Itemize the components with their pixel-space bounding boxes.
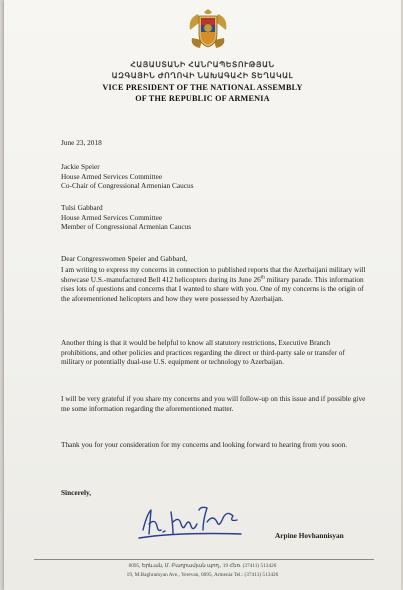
letterhead-armenian-line-2: ԱԶԳԱՅԻՆ ԺՈՂՈՎԻ ՆԱԽԱԳԱՀԻ ՏԵՂԱԿԱԼ	[111, 71, 294, 80]
handwritten-signature	[137, 496, 247, 544]
body-paragraph-2: Another thing is that it would be helpful to know all statutory restrictions, Executive Branch prohibitions, and other policies and practices regarding the direct or third-party sale or transfer of military or potentially dual-use U.S. equipment or technology to Azerbaijan.	[61, 338, 345, 367]
armenian-coat-of-arms-icon	[186, 8, 230, 52]
letterhead-english-line-1: VICE PRESIDENT OF THE NATIONAL ASSEMBLY	[102, 83, 303, 92]
recipient-block-1	[61, 162, 366, 191]
paragraph-text: I am writing to express my concerns in connection to published reports that the Azerbaijani military will showcase U.S.-manufactured Bell 412 helicopters during its June 26	[61, 265, 366, 284]
body-paragraph-4: Thank you for your consideration for my concerns and looking forward to hearing from you soon.	[61, 440, 348, 449]
recipient-name: Tulsi Gabbard	[61, 203, 103, 212]
body-paragraph-1	[61, 265, 366, 303]
ordinal-suffix: th	[260, 275, 265, 281]
closing: Sincerely,	[61, 488, 92, 497]
recipient-name: Jackie Speier	[61, 162, 100, 171]
recipient-role: Co-Chair of Congressional Armenian Caucus	[61, 181, 194, 191]
salutation: Dear Congresswomen Speier and Gabbard,	[61, 254, 188, 263]
letterhead-english-line-2: OF THE REPUBLIC OF ARMENIA	[135, 94, 270, 103]
recipient-committee: House Armed Services Committee	[61, 212, 163, 222]
letter-date: June 23, 2018	[61, 138, 102, 147]
recipient-block-2	[61, 203, 366, 232]
footer-address-armenian: 0095, Երևան, Մ. Բաղրամյան պող., 19 Հեռ. (37411) 513426	[128, 563, 277, 569]
paragraph-text: military parade. This information rises lots of questions and concerns that I wanted to share with you. One of my concerns is the origin of the aforementioned helicopters and how they were possessed by Azerbaijan.	[61, 274, 364, 303]
recipient-committee: House Armed Services Committee	[61, 171, 163, 181]
recipient-role: Member of Congressional Armenian Caucus	[61, 222, 192, 232]
signer-name: Arpine Hovhannisyan	[275, 531, 344, 540]
letter-page	[4, 0, 401, 590]
footer-divider	[34, 559, 374, 560]
footer-address-english: 19, M.Baghramyan Ave., Yerevan, 0095, Armenia Tel.: (37411) 513426	[126, 572, 279, 578]
body-paragraph-3: I will be very grateful if you share my concerns and you will follow-up on this issue and if possible give me some information regarding the aforementioned matter.	[61, 394, 366, 413]
letterhead-armenian-line-1: ՀԱՅԱՍՏԱՆԻ ՀԱՆՐԱՊԵՏՈՒԹՅԱՆ	[130, 60, 275, 69]
